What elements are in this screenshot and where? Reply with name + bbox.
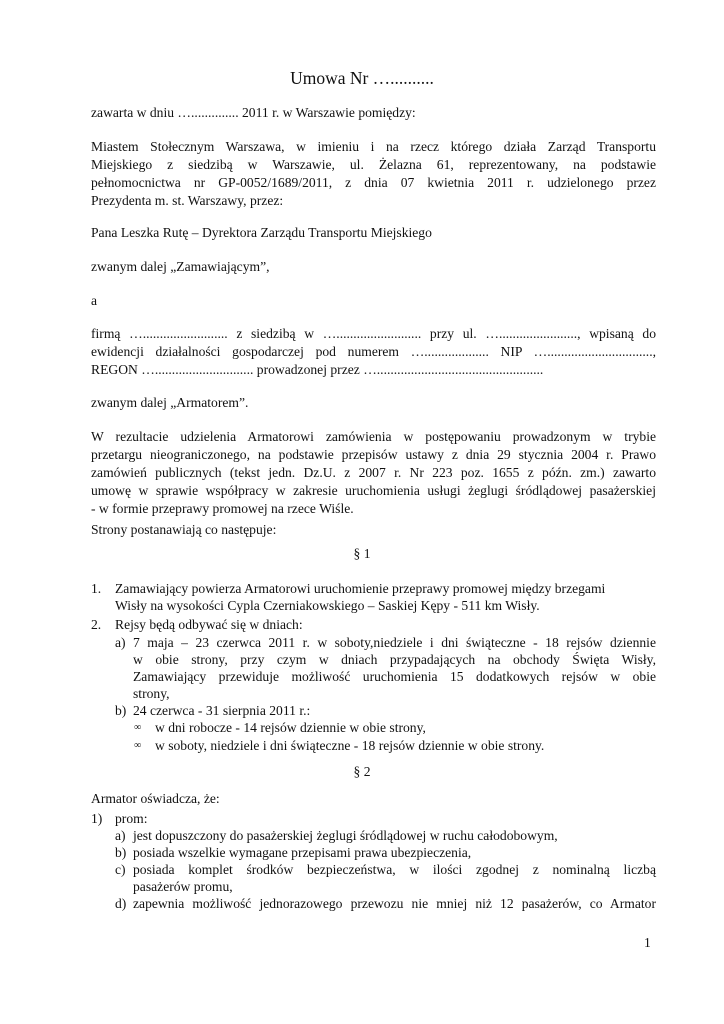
sublist-text: w obie strony, przy czym w dniach przypadających na obchody Święta Wisły,: [133, 652, 656, 667]
infinity-bullet-icon: ∞: [134, 740, 142, 751]
sublist-label: a): [115, 828, 126, 843]
list-item-text: Zamawiający powierza Armatorowi uruchomienie przeprawy promowej między brzegami: [115, 581, 606, 596]
sublist-label: b): [115, 703, 127, 718]
list-number: 1.: [91, 581, 102, 596]
sublist-label: c): [115, 862, 126, 877]
party2-line: ewidencji działalności gospodarczej pod numerem …................... NIP …...............................,: [91, 344, 656, 359]
list-number: 2.: [91, 617, 102, 632]
list-item-text: Wisły na wysokości Cypla Czerniakowskiego – Saskiej Kępy - 511 km Wisły.: [115, 598, 540, 613]
section1-heading: § 1: [353, 546, 371, 561]
sublist-text: strony,: [133, 686, 170, 701]
sublist-label: d): [115, 896, 127, 911]
party1-line: pełnomocnictwa nr GP-0052/1689/2011, z dnia 07 kwietnia 2011 r. udzielonego przez: [91, 175, 656, 190]
sublist-text: posiada wszelkie wymagane przepisami prawa ubezpieczenia,: [133, 845, 472, 860]
infinity-bullet-icon: ∞: [134, 722, 142, 733]
sublist-text: posiada komplet środków bezpieczeństwa, w ilości zgodnej z nominalną liczbą: [133, 862, 656, 877]
page-number: 1: [644, 935, 651, 950]
sublist-text: zapewnia możliwość jednorazowego przewozu nie mniej niż 12 pasażerów, co Armator: [133, 896, 656, 911]
preamble-line: zamówień publicznych (tekst jedn. Dz.U. z 2007 r. Nr 223 poz. 1655 z późn. zm.) zawarto: [91, 465, 656, 480]
party2-line: REGON …............................. prowadzonej przez ….................................................: [91, 362, 544, 377]
party1-line: Miastem Stołecznym Warszawa, w imieniu i na rzecz którego działa Zarząd Transportu: [91, 139, 656, 154]
bullet-text: w soboty, niedziele i dni świąteczne - 18 rejsów dziennie w obie strony.: [155, 738, 545, 753]
sublist-label: a): [115, 635, 126, 650]
sublist-text: jest dopuszczony do pasażerskiej żeglugi śródlądowej w ruchu całodobowym,: [133, 828, 558, 843]
sublist-text: 24 czerwca - 31 sierpnia 2011 r.:: [133, 703, 311, 718]
sublist-label: b): [115, 845, 127, 860]
sublist-text: pasażerów promu,: [133, 879, 233, 894]
document-title: Umowa Nr …..........: [290, 68, 434, 88]
and-word: a: [91, 293, 98, 308]
parties-agree: Strony postanawiają co następuje:: [91, 522, 277, 537]
preamble-line: - w formie przeprawy promowej na rzece Wiśle.: [91, 501, 354, 516]
party1-line: Miejskiego z siedzibą w Warszawie, ul. Żelazna 61, reprezentowany, na podstawie: [91, 157, 656, 172]
called-armator: zwanym dalej „Armatorem”.: [91, 395, 249, 410]
section2-statement: Armator oświadcza, że:: [91, 791, 220, 806]
called-zamawiajacy: zwanym dalej „Zamawiającym”,: [91, 259, 270, 274]
list-item-text: Rejsy będą odbywać się w dniach:: [115, 617, 303, 632]
bullet-text: w dni robocze - 14 rejsów dziennie w obie strony,: [155, 720, 426, 735]
preamble-line: W rezultacie udzielenia Armatorowi zamówienia w postępowaniu prowadzonym w trybie: [91, 429, 656, 444]
preamble-line: umowę w sprawie współpracy w zakresie uruchomienia usługi żeglugi śródlądowej pasażerskiej: [91, 483, 656, 498]
preamble-line: przetargu nieograniczonego, na podstawie przepisów ustawy z dnia 29 stycznia 2004 r. Prawo: [91, 447, 656, 462]
sublist-text: Zamawiający przewiduje możliwość uruchomienia 15 dodatkowych rejsów w obie: [133, 669, 656, 684]
representative: Pana Leszka Rutę – Dyrektora Zarządu Transportu Miejskiego: [91, 225, 432, 240]
sublist-text: 7 maja – 23 czerwca 2011 r. w soboty,niedziele i dni świąteczne - 18 rejsów dziennie: [133, 635, 656, 650]
list-item-text: prom:: [115, 811, 148, 826]
party1-line: Prezydenta m. st. Warszawy, przez:: [91, 193, 284, 208]
intro-line: zawarta w dniu ….............. 2011 r. w Warszawie pomiędzy:: [91, 105, 416, 120]
section2-heading: § 2: [353, 764, 371, 779]
list-number: 1): [91, 811, 103, 826]
party2-line: firmą …......................... z siedzibą w …......................... przy ul. …......................., wpisaną do: [91, 326, 656, 341]
